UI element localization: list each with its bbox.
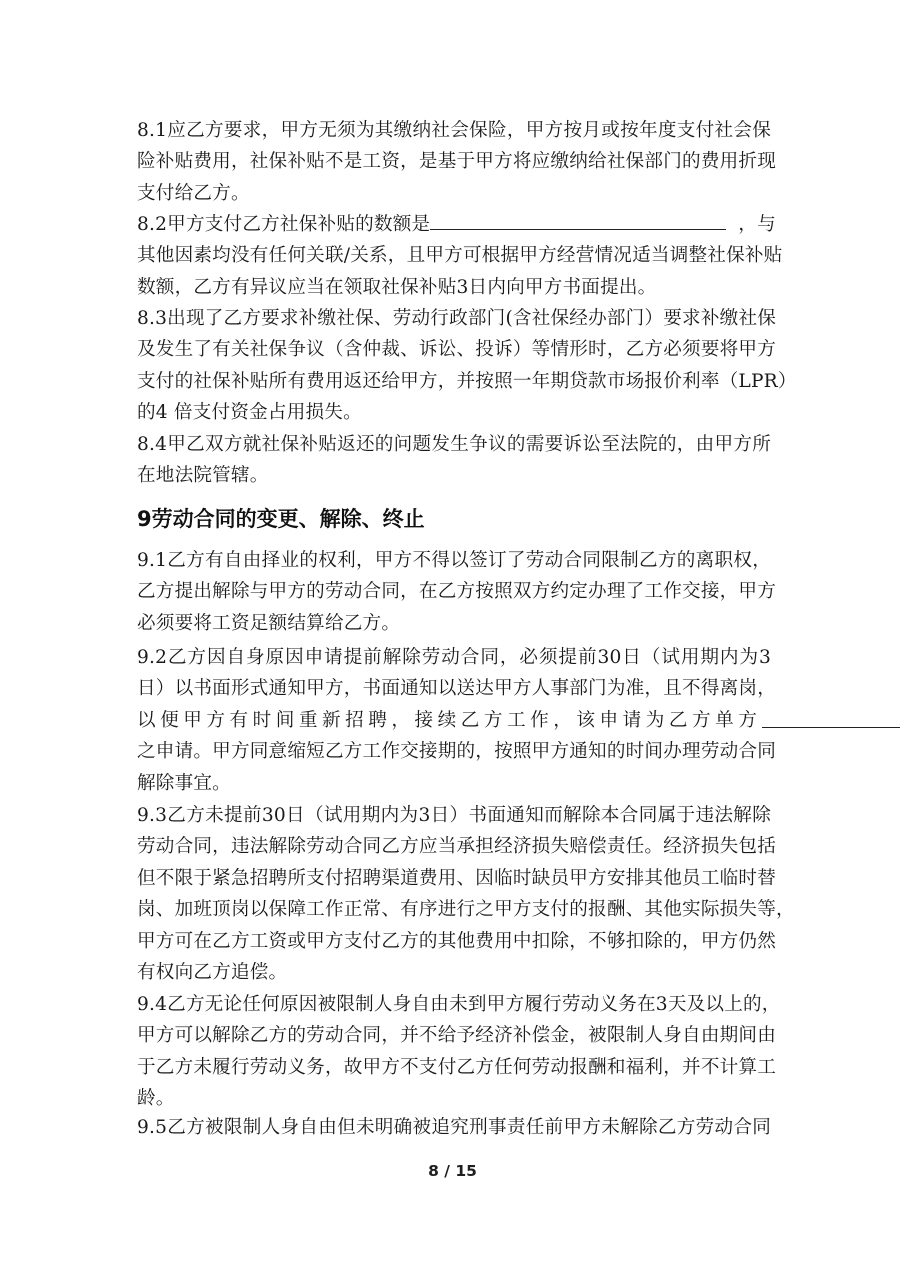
text-line: 8.3出现了乙方要求补缴社保、劳动行政部门(含社保经办部门）要求补缴社保 [137, 308, 777, 329]
section-heading: 9劳动合同的变更、解除、终止 [137, 507, 425, 531]
text-line: 乙方提出解除与甲方的劳动合同，在乙方按照双方约定办理了工作交接，甲方 [137, 581, 776, 603]
text-line: 劳动合同，违法解除劳动合同乙方应当承担经济损失赔偿责任。经济损失包括 [137, 836, 776, 858]
text-line: 9.5乙方被限制人身自由但未明确被追究刑事责任前甲方未解除乙方劳动合同 [137, 1117, 771, 1138]
text-line: 岗、加班顶岗以保障工作正常、有序进行之甲方支付的报酬、其他实际损失等， [137, 899, 795, 921]
clause-9-5 [137, 1112, 771, 1143]
text-line: 日）以书面形式通知甲方，书面通知以送达甲方人事部门为准，且不得离岗， [137, 678, 776, 700]
text-line: 其他因素均没有任何关联/关系，且甲方可根据甲方经营情况适当调整社保补贴 [137, 245, 783, 267]
text-line: 必须要将工资足额结算给乙方。 [137, 612, 401, 634]
text-line: 之申请。甲方同意缩短乙方工作交接期的，按照甲方通知的时间办理劳动合同 [137, 741, 776, 763]
text-line [137, 209, 776, 240]
text-line: 及发生了有关社保争议（含仲裁、诉讼、投诉）等情形时，乙方必须要将甲方 [137, 339, 776, 361]
fill-in-blank [430, 209, 726, 230]
current-page: 8 [428, 1162, 439, 1180]
text-line: 的4 倍支付资金占用损失。 [137, 402, 362, 424]
fill-in-blank [762, 727, 900, 728]
text-line: 以便甲方有时间重新招聘，接续乙方工作，该申请为乙方单方 [137, 709, 757, 731]
text-line: 8.4甲乙双方就社保补贴返还的问题发生争议的需要诉讼至法院的，由甲方所 [137, 434, 771, 455]
clause-8-1 [137, 115, 776, 209]
text-line: 于乙方未履行劳动义务，故甲方不支付乙方任何劳动报酬和福利，并不计算工 [137, 1056, 776, 1078]
clause-9-4 [137, 989, 781, 1115]
text-line: 9.4乙方无论任何原因被限制人身自由未到甲方履行劳动义务在3天及以上的， [137, 994, 781, 1015]
clause-9-2 [137, 642, 776, 799]
text-line: 有权向乙方追偿。 [137, 962, 288, 984]
text-line: 支付的社保补贴所有费用返还给甲方，并按照一年期贷款市场报价利率（LPR） [137, 370, 797, 392]
text-line: 险补贴费用，社保补贴不是工资，是基于甲方将应缴纳给社保部门的费用折现 [137, 151, 776, 173]
text-line: 在地法院管辖。 [137, 465, 269, 487]
text-line: 9.2乙方因自身原因申请提前解除劳动合同，必须提前30日（试用期内为3 [137, 647, 771, 668]
clause-9-1 [137, 545, 776, 639]
text-line: 甲方可以解除乙方的劳动合同，并不给予经济补偿金，被限制人身自由期间由 [137, 1025, 776, 1047]
page-number [0, 1162, 905, 1180]
clause-8-3 [137, 303, 797, 429]
text-line: 9.3乙方未提前30日（试用期内为3日）书面通知而解除本合同属于违法解除 [137, 805, 771, 826]
text-line: 8.1应乙方要求，甲方无须为其缴纳社会保险，甲方按月或按年度支付社会保 [137, 120, 771, 141]
text-line: 9.1乙方有自由择业的权利，甲方不得以签订了劳动合同限制乙方的离职权， [137, 550, 771, 571]
text-line: 龄。 [137, 1088, 175, 1110]
text-line: 支付给乙方。 [137, 182, 250, 204]
text-line: 数额，乙方有异议应当在领取社保补贴3日内向甲方书面提出。 [137, 276, 657, 298]
text-line: 但不限于紧急招聘所支付招聘渠道费用、因临时缺员甲方安排其他员工临时替 [137, 867, 776, 889]
text-fragment: 8.2甲方支付乙方社保补贴的数额是 [137, 214, 431, 235]
page-separator: / [444, 1162, 450, 1180]
clause-8-2 [137, 209, 783, 303]
text-fragment: ，与 [738, 214, 776, 235]
text-line: 解除事宜。 [137, 772, 231, 794]
text-line: 甲方可在乙方工资或甲方支付乙方的其他费用中扣除，不够扣除的，甲方仍然 [137, 930, 776, 952]
clause-8-4 [137, 429, 771, 492]
clause-9-3 [137, 800, 795, 988]
total-pages: 15 [455, 1162, 477, 1180]
